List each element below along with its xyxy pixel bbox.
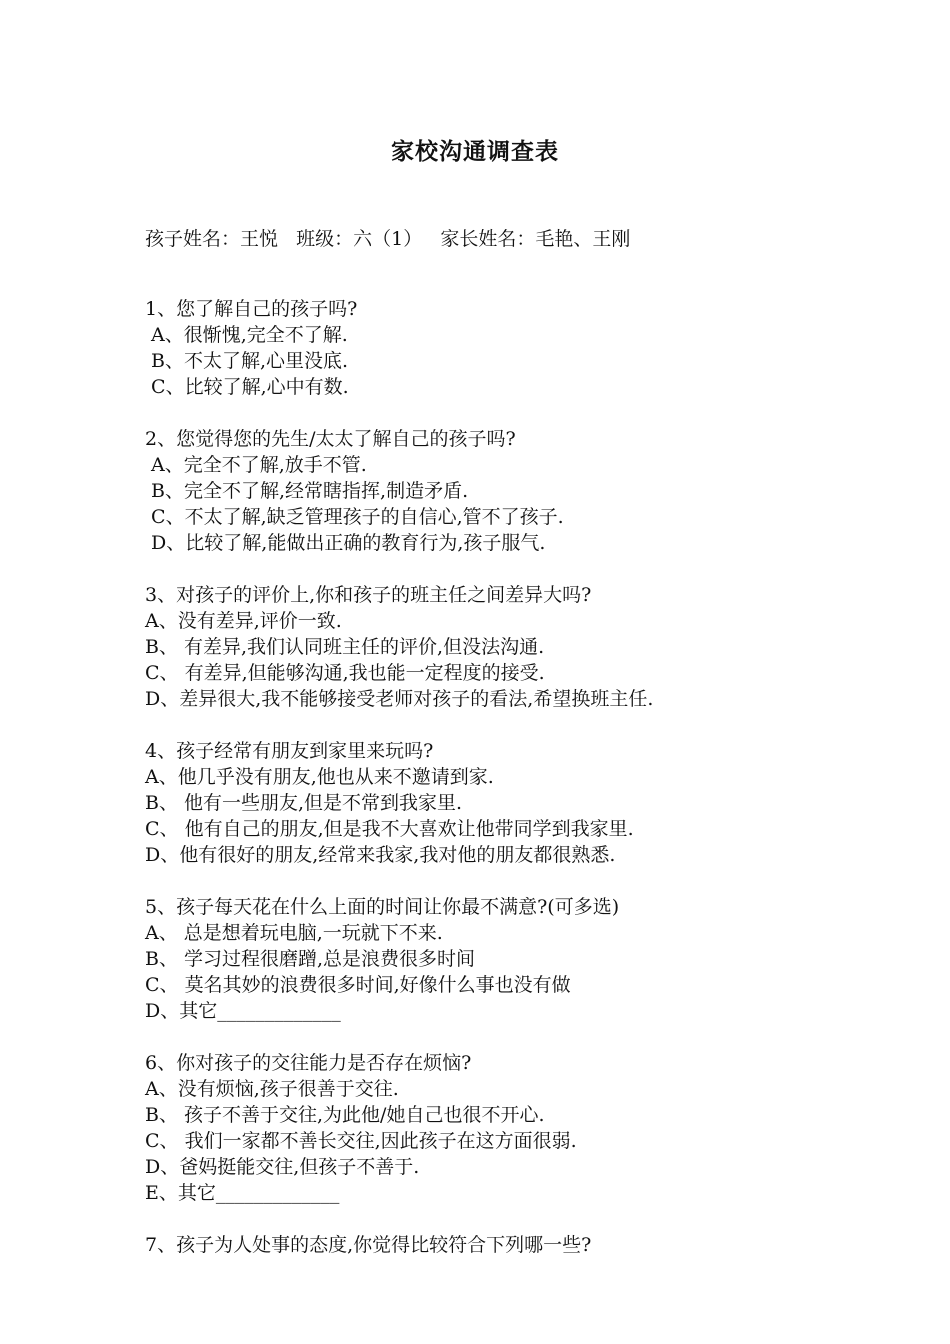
question-block (145, 1232, 925, 1258)
option-c: C、不太了解,缺乏管理孩子的自信心,管不了孩子. (145, 506, 564, 528)
option-c: C、 莫名其妙的浪费很多时间,好像什么事也没有做 (145, 974, 571, 996)
question-block (145, 426, 925, 556)
option-b: B、 他有一些朋友,但是不常到我家里. (145, 792, 463, 814)
question-text: 4、孩子经常有朋友到家里来玩吗? (145, 740, 434, 762)
question-text: 7、孩子为人处事的态度,你觉得比较符合下列哪一些? (145, 1234, 592, 1256)
option-c: C、 他有自己的朋友,但是我不大喜欢让他带同学到我家里. (145, 818, 634, 840)
question-text: 2、您觉得您的先生/太太了解自己的孩子吗? (145, 428, 516, 450)
option-b: B、 学习过程很磨蹭,总是浪费很多时间 (145, 948, 476, 970)
option-a: A、 总是想着玩电脑,一玩就下不来. (145, 922, 443, 944)
question-block (145, 738, 925, 868)
option-e-other-blank: E、其它_____________ (145, 1182, 340, 1204)
question-block (145, 894, 925, 1024)
option-d: D、差异很大,我不能够接受老师对孩子的看法,希望换班主任. (145, 688, 654, 710)
option-b: B、 孩子不善于交往,为此他/她自己也很不开心. (145, 1104, 545, 1126)
option-d-other-blank: D、其它_____________ (145, 1000, 341, 1022)
option-d: D、比较了解,能做出正确的教育行为,孩子服气. (145, 532, 546, 554)
question-block (145, 582, 925, 712)
question-block (145, 296, 925, 400)
option-c: C、 我们一家都不善长交往,因此孩子在这方面很弱. (145, 1130, 577, 1152)
option-a: A、他几乎没有朋友,他也从来不邀请到家. (145, 766, 494, 788)
option-a: A、没有烦恼,孩子很善于交往. (145, 1078, 399, 1100)
option-a: A、很惭愧,完全不了解. (145, 324, 348, 346)
option-b: B、完全不了解,经常瞎指挥,制造矛盾. (145, 480, 469, 502)
question-block (145, 1050, 925, 1206)
page-title: 家校沟通调查表 (391, 138, 559, 165)
question-list (145, 296, 925, 1284)
option-a: A、没有差异,评价一致. (145, 610, 342, 632)
option-a: A、完全不了解,放手不管. (145, 454, 367, 476)
option-c: C、比较了解,心中有数. (145, 376, 349, 398)
option-b: B、不太了解,心里没底. (145, 350, 349, 372)
question-text: 3、对孩子的评价上,你和孩子的班主任之间差异大吗? (145, 584, 592, 606)
question-text: 1、您了解自己的孩子吗? (145, 298, 358, 320)
question-text: 5、孩子每天花在什么上面的时间让你最不满意?(可多选) (145, 896, 620, 918)
student-info-line: 孩子姓名：王悦 班级：六（1） 家长姓名：毛艳、王刚 (145, 228, 631, 250)
question-text: 6、你对孩子的交往能力是否存在烦恼? (145, 1052, 472, 1074)
option-d: D、他有很好的朋友,经常来我家,我对他的朋友都很熟悉. (145, 844, 616, 866)
option-c: C、 有差异,但能够沟通,我也能一定程度的接受. (145, 662, 545, 684)
option-b: B、 有差异,我们认同班主任的评价,但没法沟通. (145, 636, 545, 658)
option-d: D、爸妈挺能交往,但孩子不善于. (145, 1156, 420, 1178)
